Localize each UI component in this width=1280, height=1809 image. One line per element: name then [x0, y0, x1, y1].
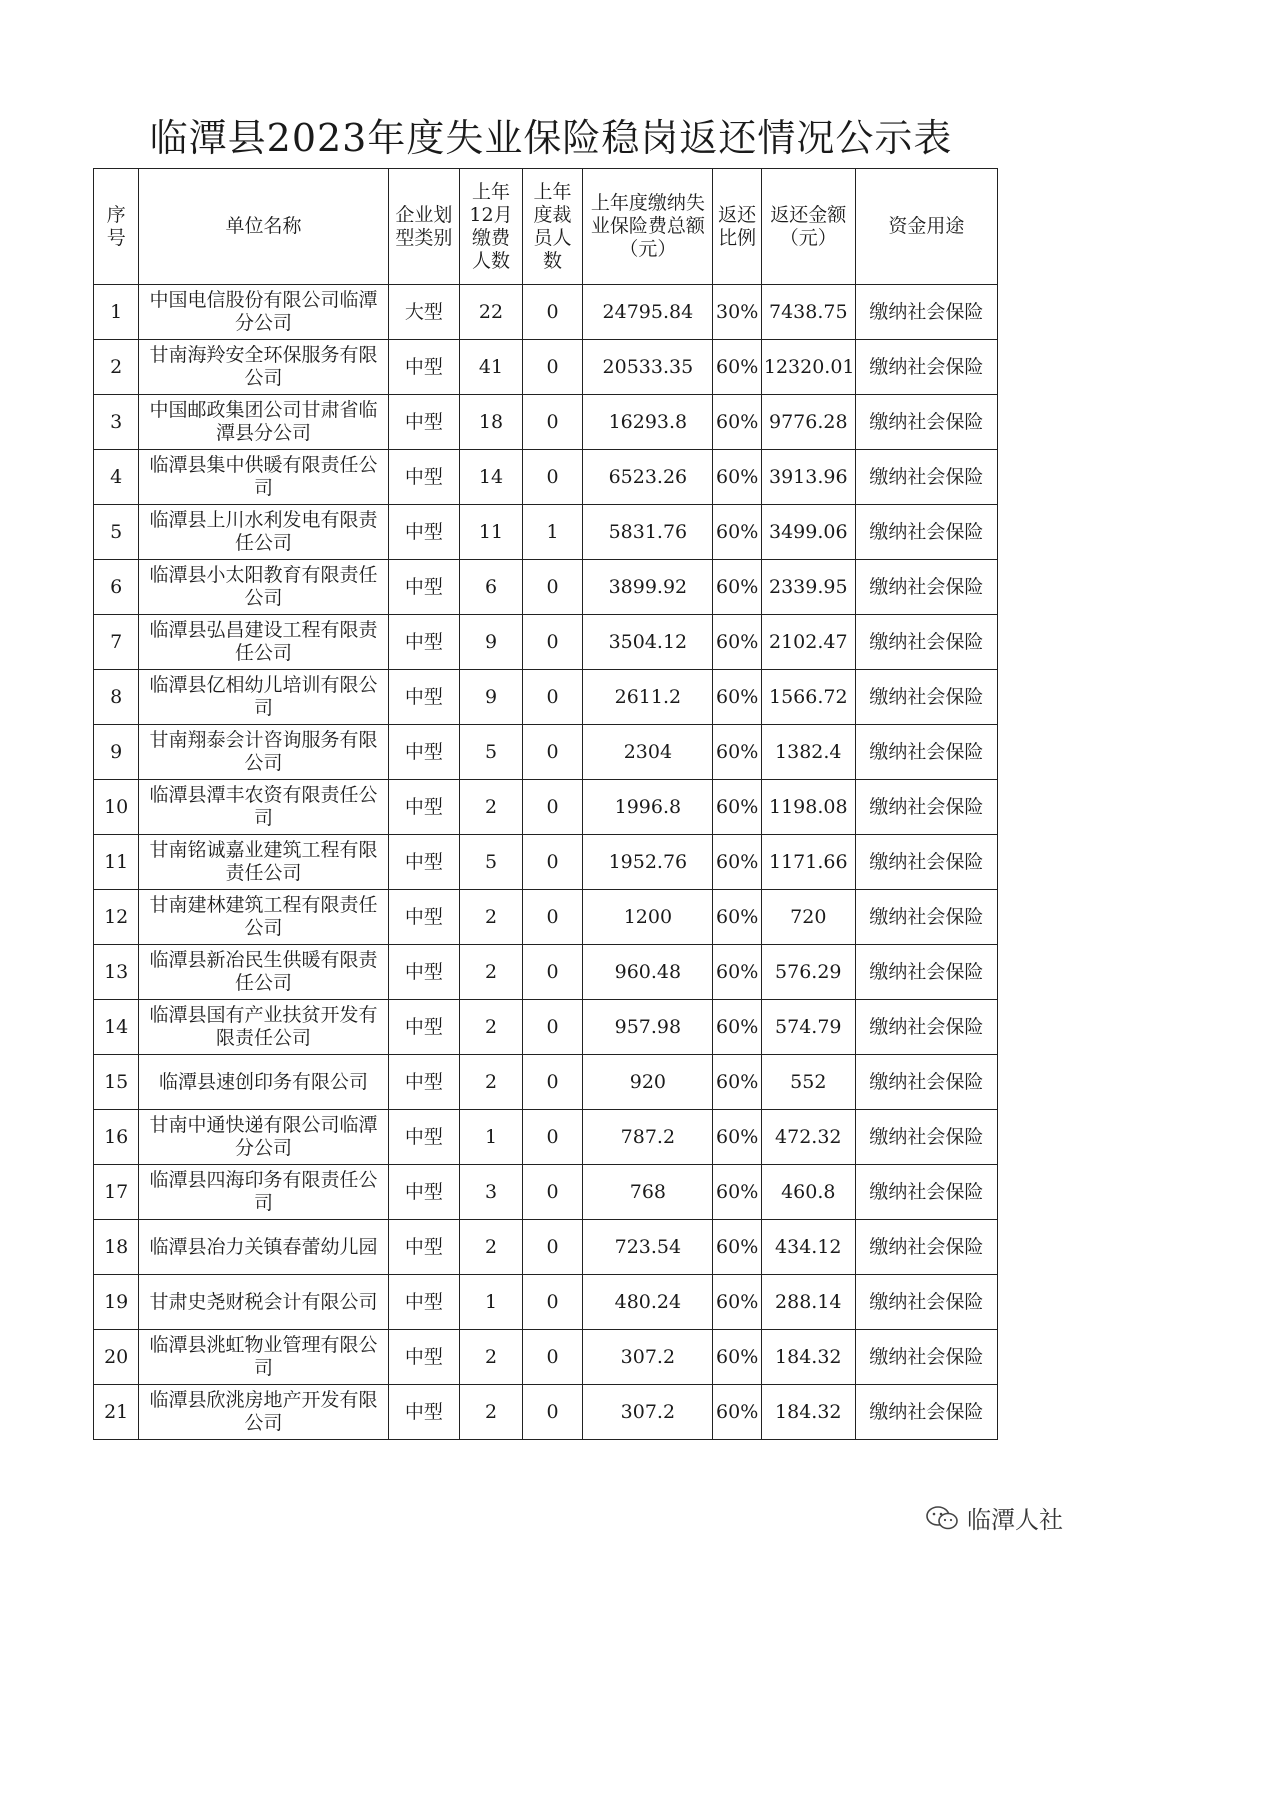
cell-premium-total: 2304 [583, 725, 713, 780]
cell-premium-total: 787.2 [583, 1110, 713, 1165]
cell-return-amount: 3499.06 [761, 505, 855, 560]
cell-unit-name: 临潭县集中供暖有限责任公司 [139, 450, 388, 505]
cell-return-ratio: 60% [713, 1275, 761, 1330]
cell-return-ratio: 60% [713, 505, 761, 560]
cell-return-amount: 720 [761, 890, 855, 945]
cell-unit-name: 甘南海羚安全环保服务有限公司 [139, 340, 388, 395]
cell-enterprise-type: 中型 [388, 780, 460, 835]
cell-return-amount: 2102.47 [761, 615, 855, 670]
cell-return-amount: 1382.4 [761, 725, 855, 780]
cell-enterprise-type: 中型 [388, 890, 460, 945]
cell-fund-usage: 缴纳社会保险 [855, 615, 997, 670]
table-row [94, 1220, 998, 1275]
cell-enterprise-type: 中型 [388, 945, 460, 1000]
cell-layoffs: 0 [522, 780, 583, 835]
header-dec-payers: 上年12月缴费人数 [460, 169, 523, 285]
cell-fund-usage: 缴纳社会保险 [855, 1385, 997, 1440]
cell-dec-payers: 9 [460, 670, 523, 725]
cell-unit-name: 临潭县洮虹物业管理有限公司 [139, 1330, 388, 1385]
cell-premium-total: 480.24 [583, 1275, 713, 1330]
cell-premium-total: 5831.76 [583, 505, 713, 560]
cell-enterprise-type: 中型 [388, 1000, 460, 1055]
cell-return-ratio: 60% [713, 1330, 761, 1385]
cell-dec-payers: 2 [460, 1000, 523, 1055]
cell-unit-name: 甘肃史尧财税会计有限公司 [139, 1275, 388, 1330]
cell-layoffs: 0 [522, 1055, 583, 1110]
cell-index: 15 [94, 1055, 139, 1110]
cell-unit-name: 临潭县小太阳教育有限责任公司 [139, 560, 388, 615]
cell-dec-payers: 11 [460, 505, 523, 560]
cell-fund-usage: 缴纳社会保险 [855, 1220, 997, 1275]
cell-dec-payers: 2 [460, 1055, 523, 1110]
cell-enterprise-type: 中型 [388, 1110, 460, 1165]
table-row [94, 450, 998, 505]
wechat-icon [925, 1505, 961, 1531]
cell-unit-name: 临潭县四海印务有限责任公司 [139, 1165, 388, 1220]
cell-index: 19 [94, 1275, 139, 1330]
cell-fund-usage: 缴纳社会保险 [855, 450, 997, 505]
cell-premium-total: 307.2 [583, 1330, 713, 1385]
cell-return-ratio: 60% [713, 395, 761, 450]
cell-enterprise-type: 中型 [388, 450, 460, 505]
cell-enterprise-type: 中型 [388, 1165, 460, 1220]
cell-fund-usage: 缴纳社会保险 [855, 1055, 997, 1110]
cell-fund-usage: 缴纳社会保险 [855, 560, 997, 615]
cell-index: 2 [94, 340, 139, 395]
cell-premium-total: 6523.26 [583, 450, 713, 505]
cell-index: 4 [94, 450, 139, 505]
cell-unit-name: 甘南铭诚嘉业建筑工程有限责任公司 [139, 835, 388, 890]
cell-return-ratio: 60% [713, 1385, 761, 1440]
cell-dec-payers: 3 [460, 1165, 523, 1220]
cell-enterprise-type: 中型 [388, 1385, 460, 1440]
cell-premium-total: 1952.76 [583, 835, 713, 890]
table-row [94, 670, 998, 725]
cell-return-ratio: 60% [713, 1000, 761, 1055]
cell-premium-total: 2611.2 [583, 670, 713, 725]
cell-enterprise-type: 中型 [388, 340, 460, 395]
cell-index: 13 [94, 945, 139, 1000]
cell-return-ratio: 60% [713, 1220, 761, 1275]
cell-dec-payers: 5 [460, 835, 523, 890]
cell-enterprise-type: 中型 [388, 1330, 460, 1385]
table-row [94, 835, 998, 890]
cell-premium-total: 920 [583, 1055, 713, 1110]
cell-unit-name: 临潭县冶力关镇春蕾幼儿园 [139, 1220, 388, 1275]
table-row [94, 780, 998, 835]
page-title: 临潭县2023年度失业保险稳岗返还情况公示表 [149, 116, 953, 160]
table-row [94, 560, 998, 615]
cell-enterprise-type: 大型 [388, 285, 460, 340]
cell-layoffs: 0 [522, 1000, 583, 1055]
cell-unit-name: 临潭县潭丰农资有限责任公司 [139, 780, 388, 835]
cell-return-ratio: 60% [713, 615, 761, 670]
cell-dec-payers: 41 [460, 340, 523, 395]
cell-unit-name: 临潭县欣洮房地产开发有限公司 [139, 1385, 388, 1440]
cell-unit-name: 中国邮政集团公司甘肃省临潭县分公司 [139, 395, 388, 450]
cell-return-amount: 184.32 [761, 1385, 855, 1440]
cell-index: 21 [94, 1385, 139, 1440]
cell-dec-payers: 9 [460, 615, 523, 670]
cell-fund-usage: 缴纳社会保险 [855, 1275, 997, 1330]
cell-layoffs: 0 [522, 395, 583, 450]
header-return-amount: 返还金额（元） [761, 169, 855, 285]
table-row [94, 725, 998, 780]
header-fund-usage: 资金用途 [855, 169, 997, 285]
cell-index: 5 [94, 505, 139, 560]
table-row [94, 890, 998, 945]
cell-fund-usage: 缴纳社会保险 [855, 395, 997, 450]
cell-index: 3 [94, 395, 139, 450]
cell-fund-usage: 缴纳社会保险 [855, 945, 997, 1000]
table-row [94, 1110, 998, 1165]
cell-return-ratio: 60% [713, 725, 761, 780]
header-premium-total: 上年度缴纳失业保险费总额（元） [583, 169, 713, 285]
cell-return-ratio: 60% [713, 835, 761, 890]
cell-return-amount: 472.32 [761, 1110, 855, 1165]
table-row [94, 1330, 998, 1385]
cell-fund-usage: 缴纳社会保险 [855, 1110, 997, 1165]
cell-fund-usage: 缴纳社会保险 [855, 780, 997, 835]
cell-dec-payers: 2 [460, 1385, 523, 1440]
cell-fund-usage: 缴纳社会保险 [855, 285, 997, 340]
cell-unit-name: 临潭县国有产业扶贫开发有限责任公司 [139, 1000, 388, 1055]
header-return-ratio: 返还比例 [713, 169, 761, 285]
cell-fund-usage: 缴纳社会保险 [855, 835, 997, 890]
cell-return-amount: 2339.95 [761, 560, 855, 615]
cell-premium-total: 723.54 [583, 1220, 713, 1275]
cell-layoffs: 0 [522, 340, 583, 395]
cell-unit-name: 临潭县上川水利发电有限责任公司 [139, 505, 388, 560]
cell-layoffs: 0 [522, 450, 583, 505]
cell-enterprise-type: 中型 [388, 1275, 460, 1330]
cell-premium-total: 1996.8 [583, 780, 713, 835]
table-row [94, 1385, 998, 1440]
cell-enterprise-type: 中型 [388, 1055, 460, 1110]
cell-enterprise-type: 中型 [388, 670, 460, 725]
cell-index: 9 [94, 725, 139, 780]
cell-layoffs: 0 [522, 615, 583, 670]
cell-layoffs: 0 [522, 1385, 583, 1440]
cell-layoffs: 1 [522, 505, 583, 560]
cell-return-ratio: 60% [713, 560, 761, 615]
cell-index: 20 [94, 1330, 139, 1385]
cell-fund-usage: 缴纳社会保险 [855, 505, 997, 560]
wechat-account-footer [925, 1500, 1063, 1535]
cell-unit-name: 甘南建林建筑工程有限责任公司 [139, 890, 388, 945]
cell-fund-usage: 缴纳社会保险 [855, 725, 997, 780]
cell-enterprise-type: 中型 [388, 835, 460, 890]
cell-fund-usage: 缴纳社会保险 [855, 1165, 997, 1220]
header-unit-name: 单位名称 [139, 169, 388, 285]
cell-index: 16 [94, 1110, 139, 1165]
cell-dec-payers: 1 [460, 1275, 523, 1330]
cell-unit-name: 临潭县弘昌建设工程有限责任公司 [139, 615, 388, 670]
cell-return-ratio: 60% [713, 890, 761, 945]
cell-unit-name: 甘南中通快递有限公司临潭分公司 [139, 1110, 388, 1165]
table-row [94, 395, 998, 450]
header-index: 序号 [94, 169, 139, 285]
table-row [94, 945, 998, 1000]
table-row [94, 615, 998, 670]
cell-return-amount: 1566.72 [761, 670, 855, 725]
cell-fund-usage: 缴纳社会保险 [855, 1000, 997, 1055]
cell-enterprise-type: 中型 [388, 725, 460, 780]
cell-fund-usage: 缴纳社会保险 [855, 890, 997, 945]
cell-layoffs: 0 [522, 1110, 583, 1165]
cell-premium-total: 16293.8 [583, 395, 713, 450]
cell-return-ratio: 60% [713, 1110, 761, 1165]
cell-return-amount: 3913.96 [761, 450, 855, 505]
table-row [94, 1055, 998, 1110]
cell-unit-name: 临潭县亿相幼儿培训有限公司 [139, 670, 388, 725]
cell-return-amount: 552 [761, 1055, 855, 1110]
cell-dec-payers: 1 [460, 1110, 523, 1165]
table-row [94, 505, 998, 560]
cell-premium-total: 957.98 [583, 1000, 713, 1055]
cell-fund-usage: 缴纳社会保险 [855, 340, 997, 395]
cell-return-amount: 288.14 [761, 1275, 855, 1330]
cell-return-amount: 1171.66 [761, 835, 855, 890]
cell-layoffs: 0 [522, 1165, 583, 1220]
cell-premium-total: 768 [583, 1165, 713, 1220]
cell-premium-total: 307.2 [583, 1385, 713, 1440]
cell-dec-payers: 2 [460, 780, 523, 835]
cell-dec-payers: 22 [460, 285, 523, 340]
cell-index: 10 [94, 780, 139, 835]
account-name: 临潭人社 [967, 1506, 1063, 1534]
cell-return-amount: 184.32 [761, 1330, 855, 1385]
cell-premium-total: 960.48 [583, 945, 713, 1000]
cell-return-ratio: 60% [713, 945, 761, 1000]
cell-dec-payers: 2 [460, 945, 523, 1000]
cell-return-amount: 574.79 [761, 1000, 855, 1055]
cell-premium-total: 1200 [583, 890, 713, 945]
cell-index: 1 [94, 285, 139, 340]
cell-fund-usage: 缴纳社会保险 [855, 670, 997, 725]
cell-layoffs: 0 [522, 285, 583, 340]
header-layoffs: 上年度裁员人数 [522, 169, 583, 285]
cell-dec-payers: 2 [460, 890, 523, 945]
cell-return-amount: 1198.08 [761, 780, 855, 835]
cell-layoffs: 0 [522, 835, 583, 890]
cell-unit-name: 临潭县新冶民生供暖有限责任公司 [139, 945, 388, 1000]
cell-return-amount: 7438.75 [761, 285, 855, 340]
table-row [94, 340, 998, 395]
cell-enterprise-type: 中型 [388, 395, 460, 450]
cell-return-ratio: 30% [713, 285, 761, 340]
cell-premium-total: 3504.12 [583, 615, 713, 670]
cell-index: 14 [94, 1000, 139, 1055]
cell-dec-payers: 6 [460, 560, 523, 615]
cell-layoffs: 0 [522, 945, 583, 1000]
cell-fund-usage: 缴纳社会保险 [855, 1330, 997, 1385]
cell-return-amount: 576.29 [761, 945, 855, 1000]
cell-layoffs: 0 [522, 670, 583, 725]
cell-unit-name: 甘南翔泰会计咨询服务有限公司 [139, 725, 388, 780]
cell-return-ratio: 60% [713, 1055, 761, 1110]
cell-return-ratio: 60% [713, 340, 761, 395]
subsidy-table [93, 168, 998, 1440]
cell-index: 12 [94, 890, 139, 945]
cell-premium-total: 24795.84 [583, 285, 713, 340]
cell-layoffs: 0 [522, 890, 583, 945]
cell-premium-total: 3899.92 [583, 560, 713, 615]
cell-layoffs: 0 [522, 1275, 583, 1330]
table-header-row [94, 169, 998, 285]
cell-enterprise-type: 中型 [388, 505, 460, 560]
cell-return-amount: 12320.01 [761, 340, 855, 395]
table-row [94, 1000, 998, 1055]
cell-return-ratio: 60% [713, 780, 761, 835]
cell-layoffs: 0 [522, 560, 583, 615]
cell-return-amount: 460.8 [761, 1165, 855, 1220]
cell-unit-name: 中国电信股份有限公司临潭分公司 [139, 285, 388, 340]
cell-return-amount: 434.12 [761, 1220, 855, 1275]
cell-return-ratio: 60% [713, 1165, 761, 1220]
cell-premium-total: 20533.35 [583, 340, 713, 395]
cell-index: 7 [94, 615, 139, 670]
cell-layoffs: 0 [522, 1220, 583, 1275]
cell-dec-payers: 2 [460, 1330, 523, 1385]
cell-dec-payers: 5 [460, 725, 523, 780]
cell-enterprise-type: 中型 [388, 615, 460, 670]
cell-dec-payers: 2 [460, 1220, 523, 1275]
cell-enterprise-type: 中型 [388, 560, 460, 615]
cell-dec-payers: 14 [460, 450, 523, 505]
cell-index: 18 [94, 1220, 139, 1275]
cell-index: 8 [94, 670, 139, 725]
cell-dec-payers: 18 [460, 395, 523, 450]
cell-layoffs: 0 [522, 725, 583, 780]
cell-layoffs: 0 [522, 1330, 583, 1385]
table-row [94, 285, 998, 340]
table-row [94, 1275, 998, 1330]
cell-return-amount: 9776.28 [761, 395, 855, 450]
table-row [94, 1165, 998, 1220]
cell-return-ratio: 60% [713, 450, 761, 505]
header-enterprise-type: 企业划型类别 [388, 169, 460, 285]
cell-index: 6 [94, 560, 139, 615]
cell-index: 11 [94, 835, 139, 890]
cell-unit-name: 临潭县速创印务有限公司 [139, 1055, 388, 1110]
cell-return-ratio: 60% [713, 670, 761, 725]
cell-index: 17 [94, 1165, 139, 1220]
cell-enterprise-type: 中型 [388, 1220, 460, 1275]
